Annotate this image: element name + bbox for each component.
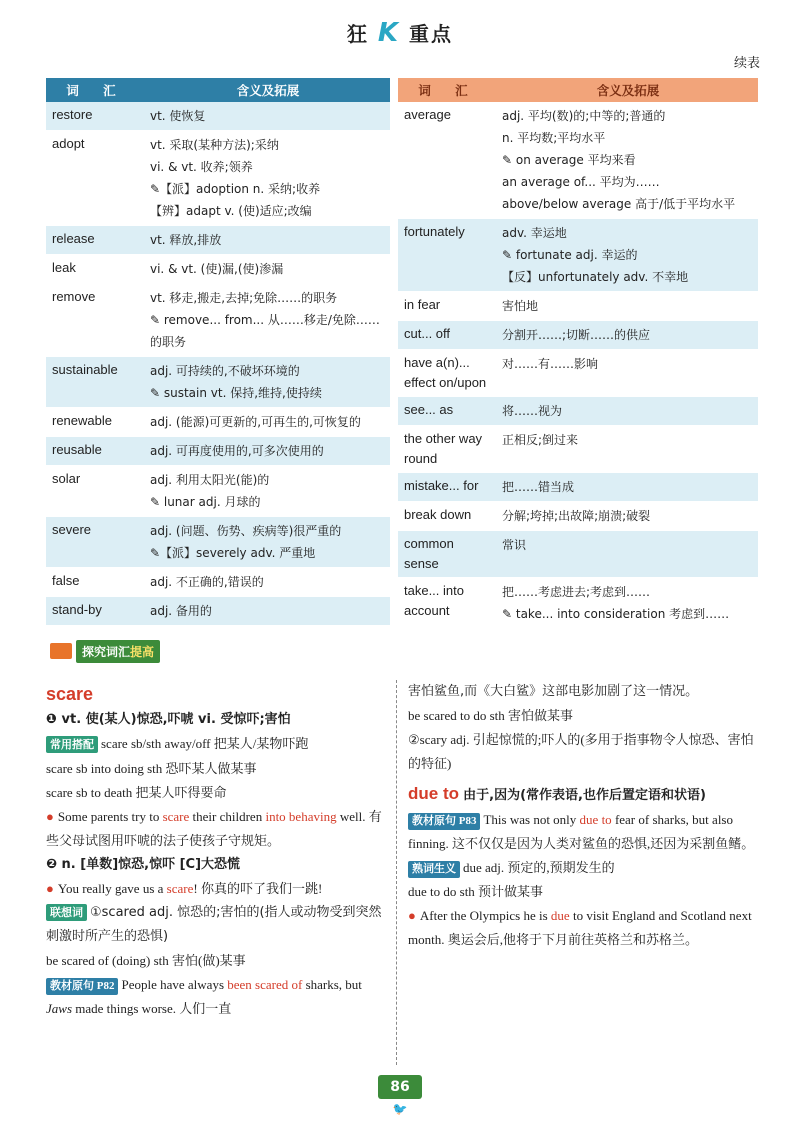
vocab-meaning [498, 426, 758, 472]
vocab-row [46, 437, 390, 466]
vocab-meaning [498, 102, 758, 218]
vocab-word: have a(n)... effect on/upon [404, 355, 487, 390]
collocation-1 [46, 732, 388, 757]
vocab-meaning [498, 397, 758, 425]
meaning-line: ✎ remove... from... 从……移走/免除…… [150, 313, 380, 327]
meaning-line: 害怕地 [502, 299, 539, 313]
vocab-row [46, 102, 390, 131]
meaning-line: adj. 不正确的,错误的 [150, 575, 264, 589]
association-tag: 联想词 [46, 904, 87, 921]
vocab-row [46, 517, 390, 568]
orig2-highlight: due to [579, 812, 612, 827]
meaning-line: 【辨】adapt v. (使)适应;改编 [150, 204, 312, 218]
ex2-part-b: ! 你真的吓了我们一跳! [193, 881, 323, 896]
ex-due-part-b: to visit England and Scotland next month. 奥运会后,他将于下月前往英格兰和苏格兰。 [408, 908, 752, 947]
vocab-row [46, 255, 390, 284]
vocab-meaning [146, 408, 390, 436]
vocab-word: sustainable [52, 362, 118, 377]
vocab-word: solar [52, 471, 81, 486]
section-banner [50, 640, 160, 662]
new-meaning-text: due adj. 预定的,预期发生的 [463, 860, 615, 875]
vocab-row [398, 292, 758, 321]
banner-text: 探究词汇 [82, 644, 131, 659]
headword-scare: scare [46, 684, 94, 704]
vocab-word: see... as [404, 402, 454, 417]
ex-due-part-a: After the Olympics he is [419, 908, 551, 923]
due-to-do: due to do sth 预计做某事 [408, 884, 544, 899]
vocab-word: in fear [404, 297, 441, 312]
meaning-line: adj. 可持续的,不破坏环境的 [150, 364, 300, 378]
vocab-word: severe [52, 522, 92, 537]
meaning-line: ✎ lunar adj. 月球的 [150, 495, 261, 509]
vocab-row [46, 568, 390, 597]
left-vocab-table [46, 78, 390, 626]
page-header [0, 18, 800, 48]
vocab-word: cut... off [404, 326, 451, 341]
meaning-line: 对……有……影响 [502, 357, 599, 371]
meaning-line: 分解;垮掉;出故障;崩溃;破裂 [502, 509, 651, 523]
meaning-line: vt. 采取(某种方法);采纳 [150, 138, 279, 152]
meaning-line: adj. 备用的 [150, 604, 212, 618]
textbook-sentence-2 [408, 808, 760, 856]
meaning-line: 把……考虑进去;考虑到…… [502, 585, 651, 599]
vocab-row [46, 284, 390, 357]
right-table-header [398, 78, 758, 102]
vocab-meaning [498, 473, 758, 501]
association-2: be scared of (doing) sth 害怕(做)某事 [46, 953, 246, 968]
collocation-1-text: scare sb/sth away/off 把某人/某物吓跑 [101, 736, 309, 751]
ex2-part-a: You really gave us a [57, 881, 167, 896]
right-table-body [398, 102, 758, 629]
orig2-part-a: This was not only [483, 812, 580, 827]
vocab-row [398, 102, 758, 219]
vocab-row [398, 473, 758, 502]
new-meaning-tag: 熟词生义 [408, 861, 460, 878]
meaning-line: 把……错当成 [502, 480, 575, 494]
textbook-tag: 教材原句 P83 [408, 813, 480, 830]
ex1-highlight-1: scare [162, 809, 190, 824]
vocab-meaning [498, 321, 758, 349]
vocab-meaning [146, 597, 390, 625]
vocab-word: fortunately [404, 224, 465, 239]
meaning-line: ✎ on average 平均来看 [502, 153, 636, 167]
left-col-meaning-header: 含义及拓展 [236, 83, 300, 98]
vocab-word: adopt [52, 136, 85, 151]
meaning-line: vi. & vt. 收养;领养 [150, 160, 253, 174]
left-col-word-header: 词 汇 [66, 83, 126, 98]
left-table-header [46, 78, 390, 102]
vocab-meaning [146, 437, 390, 465]
book-icon [50, 643, 72, 659]
vocab-row [398, 350, 758, 397]
vocab-row [46, 408, 390, 437]
meaning-line: ✎ sustain vt. 保持,维持,使持续 [150, 386, 322, 400]
vocab-meaning [146, 226, 390, 254]
orig-part-a: People have always [121, 977, 228, 992]
vocab-word: reusable [52, 442, 102, 457]
vocab-meaning [146, 568, 390, 596]
due-to-definition: 由于,因为(常作表语,也作后置定语和状语) [463, 788, 706, 803]
vocab-meaning [498, 578, 758, 628]
example-2 [46, 877, 388, 901]
meaning-line: adv. 幸运地 [502, 226, 567, 240]
meaning-line: ✎【派】adoption n. 采纳;收养 [150, 182, 321, 196]
collocation-tag: 常用搭配 [46, 736, 98, 753]
ex1-highlight-2: into behaving [265, 809, 337, 824]
meaning-line: 的职务 [150, 335, 187, 349]
meaning-line: vt. 释放,排放 [150, 233, 222, 247]
meaning-line: 【反】unfortunately adv. 不幸地 [502, 270, 689, 284]
header-title [346, 18, 454, 48]
meaning-line: n. 平均数;平均水平 [502, 131, 606, 145]
example-1 [46, 805, 388, 853]
due-to-entry [408, 782, 760, 808]
vocab-word: mistake... for [404, 478, 479, 493]
vocab-row [46, 466, 390, 517]
vocab-row [398, 578, 758, 629]
vocab-word: renewable [52, 413, 112, 428]
continued-label: 续表 [733, 56, 760, 71]
scary-definition: ②scary adj. 引起惊慌的;吓人的(多用于指事物令人惊恐、害怕的特征) [408, 732, 754, 771]
orig-part-b: sharks, but [302, 977, 362, 992]
banner-label [76, 640, 160, 663]
meaning-line: 将……视为 [502, 404, 563, 418]
vocab-row [398, 502, 758, 531]
meaning-line: ✎ take... into consideration 考虑到…… [502, 607, 730, 621]
vocab-word: restore [52, 107, 93, 122]
left-column [46, 680, 388, 1021]
bird-icon: 🐦 [392, 1102, 408, 1116]
vocab-word: stand-by [52, 602, 102, 617]
vocab-meaning [146, 357, 390, 407]
meaning-line: 正相反;倒过来 [502, 433, 579, 447]
orig-highlight: been scared of [227, 977, 303, 992]
vocab-word: break down [404, 507, 472, 522]
vocab-word: false [52, 573, 80, 588]
sense-2 [46, 853, 388, 877]
vocab-meaning [146, 102, 390, 130]
sense-1-number: ❶ [46, 712, 58, 727]
ex2-highlight: scare [166, 881, 194, 896]
header-title-pre: 狂 [346, 22, 369, 46]
vocab-row [46, 597, 390, 626]
header-title-k: K [377, 18, 401, 48]
vocab-row [398, 219, 758, 292]
textbook-tag: 教材原句 P82 [46, 978, 118, 995]
vocab-meaning [498, 219, 758, 291]
vocab-row [46, 357, 390, 408]
meaning-line: adj. (能源)可更新的,可再生的,可恢复的 [150, 415, 361, 429]
vocab-meaning [146, 255, 390, 283]
vocab-row [398, 531, 758, 578]
meaning-line: ✎【派】severely adv. 严重地 [150, 546, 316, 560]
association-1-text: ①scared adj. 惊恐的;害怕的(指人或动物受到突然刺激时所产生的恐惧) [46, 905, 382, 944]
scared-to-do: be scared to do sth 害怕做某事 [408, 708, 574, 723]
meaning-line: 分割开……;切断……的供应 [502, 328, 651, 342]
collocation-3: scare sb to death 把某人吓得要命 [46, 785, 227, 800]
vocab-meaning [146, 284, 390, 356]
vocab-meaning [146, 466, 390, 516]
association-1 [46, 901, 388, 949]
right-column [408, 680, 760, 952]
vocab-word: take... into account [404, 583, 464, 618]
meaning-line: 常识 [502, 538, 527, 552]
meaning-line: vt. 移走,搬走,去掉;免除……的职务 [150, 291, 338, 305]
meaning-line: an average of... 平均为…… [502, 175, 660, 189]
meaning-line: above/below average 高于/低于平均水平 [502, 197, 736, 211]
vocab-word: release [52, 231, 95, 246]
vocab-word: the other way round [404, 431, 483, 466]
banner-highlight: 提高 [130, 644, 155, 659]
orig-jaws: Jaws [46, 1001, 72, 1016]
sense-1-text: vt. 使(某人)惊恐,吓唬 vi. 受惊吓;害怕 [61, 712, 291, 727]
orig-part-c: made things worse. 人们一直 [72, 1001, 232, 1016]
ex1-part-c: well. 有些父母试图用吓唬的法子使孩子守规矩。 [46, 809, 382, 848]
vocab-row [398, 426, 758, 473]
vocab-row [46, 131, 390, 226]
vocab-word: leak [52, 260, 76, 275]
vocab-meaning [498, 502, 758, 530]
textbook-sentence-1 [46, 973, 388, 1021]
orig2-part-b: fear of sharks, but also finning. 这不仅仅是因为人类对鲨鱼的恐惧,还因为采割鱼鳍。 [408, 812, 755, 851]
meaning-line: adj. 可再度使用的,可多次使用的 [150, 444, 324, 458]
bullet-icon: ● [46, 881, 54, 896]
vocab-meaning [498, 292, 758, 320]
vocab-word: average [404, 107, 451, 122]
vocab-row [398, 397, 758, 426]
sense-2-text: n. [单数]惊恐,惊吓 [C]大恐慌 [61, 857, 241, 872]
right-vocab-table [398, 78, 758, 629]
vocab-word: remove [52, 289, 96, 304]
right-col-meaning-header: 含义及拓展 [596, 83, 660, 98]
vocab-word: common sense [404, 536, 454, 571]
meaning-line: adj. 平均(数)的;中等的;普通的 [502, 109, 666, 123]
vocab-row [46, 226, 390, 255]
ex1-part-b: their children [189, 809, 266, 824]
bullet-icon: ● [46, 809, 54, 824]
vocab-row [398, 321, 758, 350]
headword-due-to: due to [408, 784, 459, 803]
sense-1 [46, 708, 388, 732]
bullet-icon: ● [408, 908, 416, 923]
meaning-line: vi. & vt. (使)漏,(使)渗漏 [150, 262, 284, 276]
new-meaning [408, 856, 760, 880]
example-due [408, 904, 760, 952]
right-col-word-header: 词 汇 [418, 83, 478, 98]
meaning-line: adj. (问题、伤势、疾病等)很严重的 [150, 524, 342, 538]
meaning-line: adj. 利用太阳光(能)的 [150, 473, 270, 487]
meaning-line: ✎ fortunate adj. 幸运的 [502, 248, 638, 262]
ex1-part-a: Some parents try to [57, 809, 163, 824]
sense-2-number: ❷ [46, 857, 58, 872]
vocab-meaning [498, 531, 758, 577]
continued-translation: 害怕鲨鱼,而《大白鲨》这部电影加剧了这一情况。 [408, 684, 699, 699]
column-divider [396, 680, 397, 1065]
collocation-2: scare sb into doing sth 恐吓某人做某事 [46, 761, 257, 776]
left-table-body [46, 102, 390, 626]
vocab-meaning [498, 350, 758, 396]
ex-due-highlight: due [550, 908, 570, 923]
meaning-line: vt. 使恢复 [150, 109, 206, 123]
header-title-post: 重点 [409, 22, 454, 46]
page-number: 86 [378, 1075, 422, 1099]
vocab-meaning [146, 131, 390, 225]
vocab-meaning [146, 517, 390, 567]
